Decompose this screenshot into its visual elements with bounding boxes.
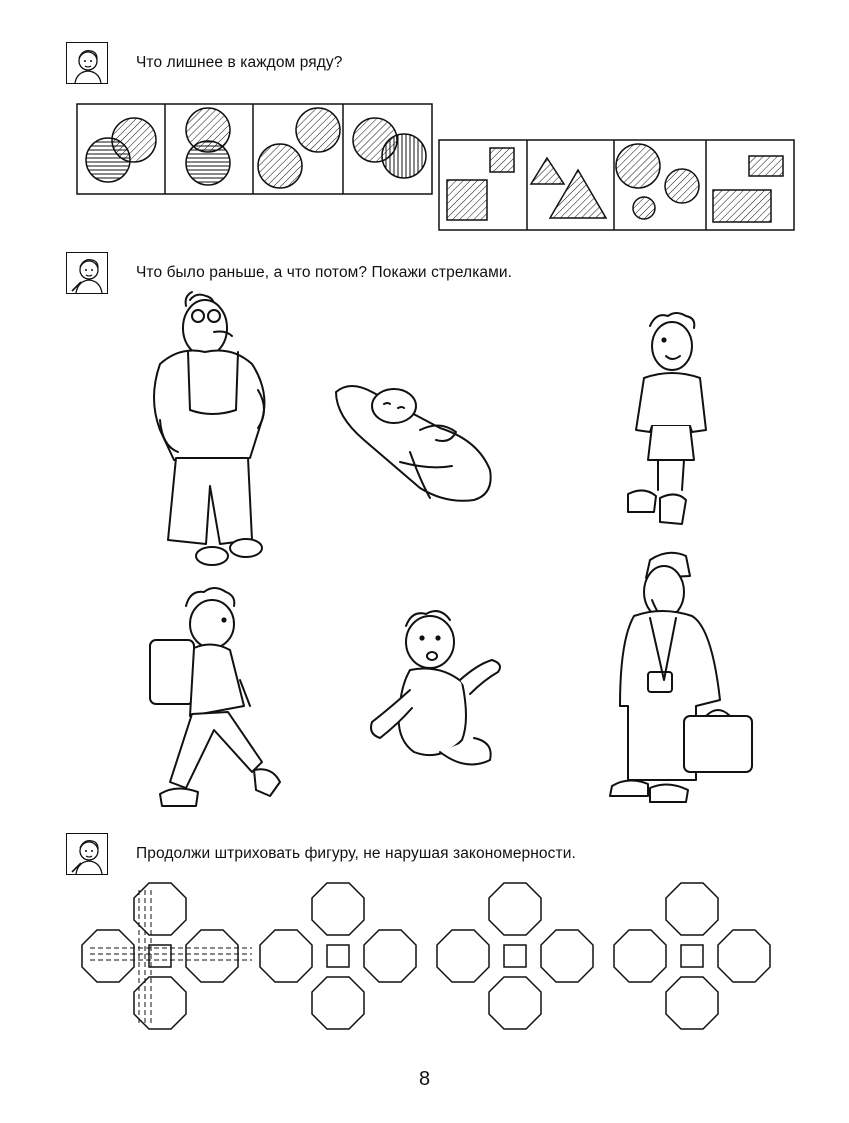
octagon-bottom [134, 977, 186, 1029]
center-square [504, 945, 526, 967]
octagon-left [614, 930, 666, 982]
task-1-instruction: Что лишнее в каждом ряду? [136, 54, 343, 71]
circle-pair-3 [258, 108, 340, 188]
octagon-left [82, 930, 134, 982]
task-2-instruction: Что было раньше, а что потом? Покажи стрелками. [136, 264, 513, 281]
newborn-baby-figure [336, 386, 491, 501]
man-with-briefcase-figure [610, 553, 752, 802]
boy-figure [628, 313, 706, 524]
squares [447, 148, 514, 220]
circle-pair-1 [86, 118, 156, 182]
page-number: 8 [418, 1068, 431, 1090]
octagon-top [489, 883, 541, 935]
grandfather-figure [154, 292, 264, 565]
schoolboy-figure [150, 588, 280, 806]
center-square [149, 945, 171, 967]
circles [616, 144, 699, 219]
odd-one-out-row-2 [439, 140, 794, 230]
octagon-bottom [666, 977, 718, 1029]
odd-one-out-row-1 [77, 104, 432, 194]
octagon-top [312, 883, 364, 935]
octagon-left [260, 930, 312, 982]
octagon-right [364, 930, 416, 982]
triangles [531, 158, 606, 218]
octagon-top [666, 883, 718, 935]
octagon-bottom [489, 977, 541, 1029]
center-square [681, 945, 703, 967]
octagon-pattern [82, 883, 770, 1029]
octagon-right [541, 930, 593, 982]
task-3-instruction: Продолжи штриховать фигуру, не нарушая закономерности. [136, 845, 576, 862]
octagon-right [186, 930, 238, 982]
center-square [327, 945, 349, 967]
octagon-bottom [312, 977, 364, 1029]
octagon-top [134, 883, 186, 935]
circle-pair-2 [186, 108, 230, 185]
octagon-right [718, 930, 770, 982]
octagon-left [437, 930, 489, 982]
rectangles [713, 156, 783, 222]
circle-pair-4 [353, 118, 426, 178]
toddler-figure [371, 611, 500, 764]
